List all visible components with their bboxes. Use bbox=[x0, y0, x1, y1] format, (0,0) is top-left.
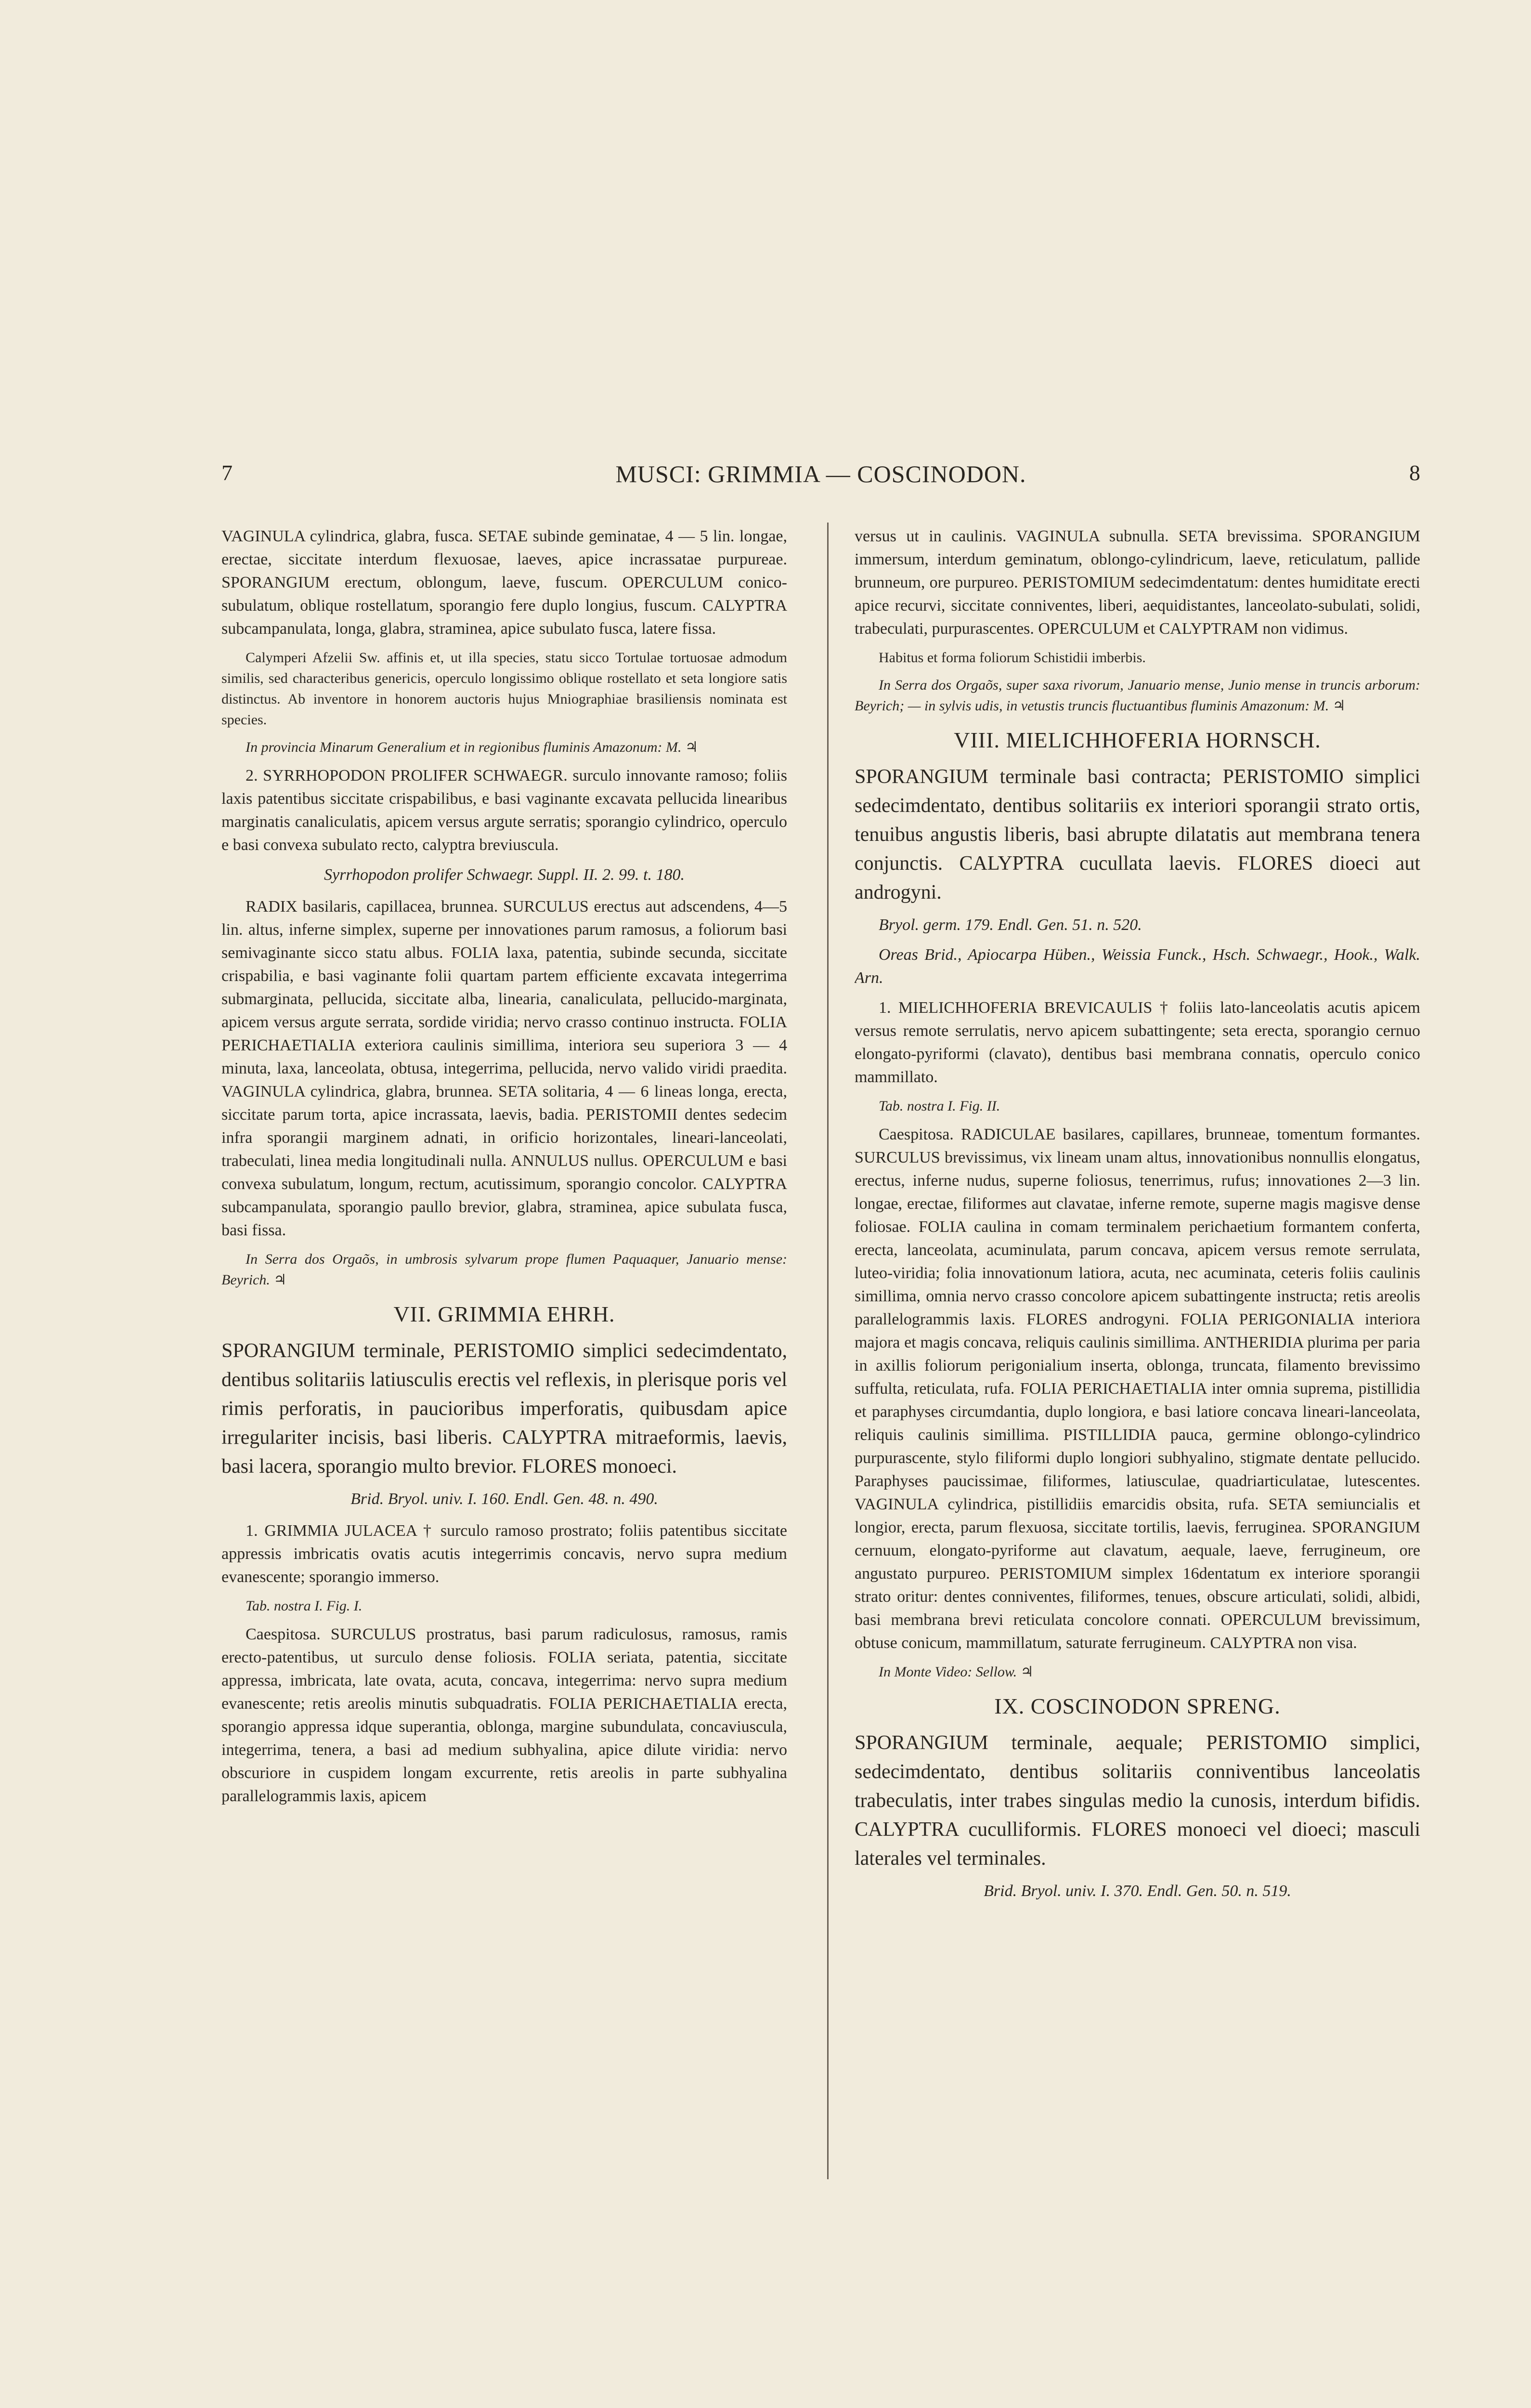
species-description: Caespitosa. SURCULUS prostratus, basi parum radiculosus, ramosus, ramis erecto-patentibus, ut surculo dense foliosis. FOLIA seriata, patentia, siccitate appressa, imbricata, late ovata, acuta, concava, integerrima: nervo supra medium evanescente; retis areolis minutis subquadratis. FOLIA PERICHAETIALIA erecta, sporangio appressa idque superantia, oblonga, margine subundulata, concaviuscula, integerrima, tenera, a basi ad medium subhyalina, apice dilute viridia: nervo obscuriore in cuspidem longam excurrente, retis areolis in parte subhyalina parallelogrammis laxis, apicem bbox=[221, 1625, 787, 1805]
reference: Syrrhopodon prolifer Schwaegr. Suppl. II. 2. 99. t. 180. bbox=[324, 866, 685, 884]
paragraph: VAGINULA cylindrica, glabra, fusca. SETAE subinde geminatae, 4 — 5 lin. longae, erectae, siccitate interdum flexuosae, laeves, apice incrassatae purpureae. SPORANGIUM erectum, oblongum, laeve, fuscum. OPERCULUM conico-subulatum, oblique rostellatum, sporangio fere duplo longius, fuscum. CALYPTRA subcampanulata, longa, glabra, straminea, apice subulato fusca, latere fissa. bbox=[221, 527, 787, 638]
reference: Bryol. germ. 179. Endl. Gen. 51. n. 520. bbox=[879, 916, 1142, 934]
column-divider bbox=[827, 523, 829, 2179]
paragraph: versus ut in caulinis. VAGINULA subnulla. SETA brevissima. SPORANGIUM immersum, interdum geminatum, oblongo-cylindricum, laeve, reticulatum, pallide brunneum, ore purpureo. PERISTOMIUM sedecimdentatum: dentes humiditate erecti apice recurvi, siccitate conniventes, liberi, aequidistantes, lanceolato-subulati, solidi, trabeculati, purpurascentes. OPERCULUM et CALYPTRAM non vidimus. bbox=[855, 527, 1420, 638]
plate-reference: Tab. nostra I. Fig. II. bbox=[879, 1098, 1000, 1114]
genus-heading: VIII. MIELICHHOFERIA HORNSCH. bbox=[954, 728, 1321, 752]
reference: Brid. Bryol. univ. I. 370. Endl. Gen. 50. n. 519. bbox=[984, 1882, 1291, 1900]
right-column bbox=[855, 525, 1420, 2194]
left-page-number: 7 bbox=[221, 460, 233, 485]
genus-diagnosis: SPORANGIUM terminale, aequale; PERISTOMIO simplici, sedecimdentato, dentibus solitariis conniventibus lanceolatis trabeculatis, inter trabes singulas medio la cunosis, interdum bifidis. CALYPTRA cuculliformis. FLORES monoeci vel dioeci; masculi laterales vel terminales. bbox=[855, 1732, 1420, 1870]
species-description: RADIX basilaris, capillacea, brunnea. SURCULUS erectus aut adscendens, 4—5 lin. altus, inferne simplex, superne per innovationes parum ramosus, a foliorum basi semivaginante sicco statu albus. FOLIA laxa, patentia, subinde secunda, siccitate crispabilia, e basi vaginante folii quartam partem efficiente excavata integerrima submarginata, pellucida, siccitate alba, linearia, canaliculata, pellucido-marginata, apicem versus argute serrata, sordide viridia; nervo crasso continuo instructa. FOLIA PERICHAETIALIA exteriora caulinis simillima, interiora seu superiora 3 — 4 minuta, laxa, lanceolata, obtusa, integerrima, pellucida, nervo valido viridi praedita. VAGINULA cylindrica, glabra, brunnea. SETA solitaria, 4 — 6 lineas longa, erecta, siccitate parum torta, apice incrassata, laevis, badia. PERISTOMII dentes sedecim infra sporangii marginem adnati, in orificio horizontales, lineari-lanceolati, trabeculati, linea media longitudinali nulla. ANNULUS nullus. OPERCULUM e basi convexa subulatum, longum, rectum, acutissimum, sporangio concolor. CALYPTRA subcampanulata, sporangio paullo brevior, glabra, straminea, apice subulata fusca, basi fissa. bbox=[221, 898, 787, 1239]
genus-diagnosis: SPORANGIUM terminale, PERISTOMIO simplici sedecimdentato, dentibus solitariis latiusculis erectis vel reflexis, in plerisque poris vel rimis perforatis, in paucioribus imperforatis, quibusdam apice irregulariter incisis, basi liberis. CALYPTRA mitraeformis, laevis, basi lacera, sporangio multo brevior. FLORES monoeci. bbox=[221, 1340, 787, 1478]
genus-heading: VII. GRIMMIA EHRH. bbox=[393, 1302, 615, 1326]
left-column bbox=[221, 525, 787, 2194]
locality-paragraph: In Monte Video: Sellow. ♃ bbox=[879, 1664, 1034, 1680]
reference: Brid. Bryol. univ. I. 160. Endl. Gen. 48. n. 490. bbox=[350, 1490, 658, 1508]
note-paragraph: Habitus et forma foliorum Schistidii imberbis. bbox=[879, 650, 1146, 666]
running-title: MUSCI: GRIMMIA — COSCINODON. bbox=[615, 460, 1026, 487]
locality-paragraph: In provincia Minarum Generalium et in regionibus fluminis Amazonum: M. ♃ bbox=[246, 739, 698, 755]
locality-paragraph: In Serra dos Orgaõs, super saxa rivorum, Januario mense, Junio mense in truncis arborum: Beyrich; — in sylvis udis, in vetustis truncis fluctuantibus fluminis Amazonum: M. ♃ bbox=[855, 677, 1420, 714]
genus-heading: IX. COSCINODON SPRENG. bbox=[994, 1694, 1281, 1718]
species-diagnosis: 2. SYRRHOPODON PROLIFER SCHWAEGR. surculo innovante ramoso; foliis laxis patentibus siccitate crispabilibus, e basi vaginante excavata pellucida linearibus marginatis canaliculatis, apicem versus argute serratis; sporangio cylindrico, operculo e basi convexa subulato recto, calyptra breviuscula. bbox=[221, 767, 787, 854]
locality-paragraph: In Serra dos Orgaõs, in umbrosis sylvarum prope flumen Paquaquer, Januario mense: Beyrich. ♃ bbox=[221, 1251, 787, 1288]
species-description: Caespitosa. RADICULAE basilares, capillares, brunneae, tomentum formantes. SURCULUS brevissimus, vix lineam unam altus, innovationibus nonnullis elongatus, erectus, inferne nudus, superne foliosus, tenerrimus, rufus; innovationes 2—3 lin. longae, erectae, filiformes aut clavatae, inferne remote, superne magis magisve dense foliosae. FOLIA caulina in comam terminalem perichaetium formantem conferta, erecta, lanceolata, acuminulata, parum concava, apicem versus remote serrulata, luteo-viridia; folia innovationum latiora, acuta, nec acuminata, ceteris foliis caulinis simillima, omnia nervo crasso concolore apicem subattingente instructa; retis areolis parallelogrammis laxis. FLORES androgyni. FOLIA PERIGONIALIA interiora majora et magis concava, reliquis caulinis simillima. ANTHERIDIA plurima per paria in axillis foliorum perigonialium inserta, oblonga, truncata, filamento brevissimo suffulta, reticulata, rufa. FOLIA PERICHAETIALIA inter omnia suprema, pistillidia et paraphyses circumdantia, duplo longiora, e basi latiore concava lineari-lanceolata, reliquis caulinis simillima. PISTILLIDIA pauca, germine oblongo-cylindrico purpurascente, stylo filiformi duplo longiori subhyalino, stigmate dentate pellucido. Paraphyses paucissimae, filiformes, latiusculae, quadriarticulatae, lutescentes. VAGINULA cylindrica, pistillidiis emarcidis obsita, rufa. SETA semiuncialis et longior, erecta, parum flexuosa, siccitate tortilis, laevis, ferruginea. SPORANGIUM cernuum, elongato-pyriforme aut clavatum, aequale, laeve, ferrugineum, ore angustato purpureo. PERISTOMIUM simplex 16dentatum ex interiore sporangii strato oritur: dentes conniventes, filiformes, tenues, obscure articulati, solidi, albidi, basi membrana brevi reticulata concolore connati. OPERCULUM brevissimum, obtuse conicum, mammillatum, saturate ferrugineum. CALYPTRA non visa. bbox=[855, 1125, 1420, 1652]
genus-diagnosis: SPORANGIUM terminale basi contracta; PERISTOMIO simplici sedecimdentato, dentibus solitariis ex interiori sporangii strato ortis, tenuibus angustis liberis, basi abrupte dilatatis aut membrana tenera conjunctis. CALYPTRA cucullata laevis. FLORES dioeci aut androgyni. bbox=[855, 766, 1420, 903]
running-header bbox=[221, 460, 1420, 498]
plate-reference: Tab. nostra I. Fig. I. bbox=[246, 1598, 363, 1614]
synonymy: Oreas Brid., Apiocarpa Hüben., Weissia Funck., Hsch. Schwaegr., Hook., Walk. Arn. bbox=[855, 946, 1420, 987]
right-page-number: 8 bbox=[1409, 460, 1420, 485]
species-diagnosis: 1. MIELICHHOFERIA BREVICAULIS † foliis lato-lanceolatis acutis apicem versus remote serrulatis, nervo apicem subattingente; seta erecta, sporangio cernuo elongato-pyriformi (clavato), dentibus basi membrana connatis, operculo conico mammillato. bbox=[855, 999, 1420, 1086]
note-paragraph: Calymperi Afzelii Sw. affinis et, ut illa species, statu sicco Tortulae tortuosae admodum similis, sed characteribus genericis, operculo longissimo oblique rostellato et seta longiore satis distinctus. Ab inventore in honorem auctoris hujus Mniographiae brasiliensis nominata est species. bbox=[221, 650, 787, 728]
species-diagnosis: 1. GRIMMIA JULACEA † surculo ramoso prostrato; foliis patentibus siccitate appressis imbricatis ovatis acutis integerrimis concavis, nervo supra medium evanescente; sporangio immerso. bbox=[221, 1522, 787, 1586]
